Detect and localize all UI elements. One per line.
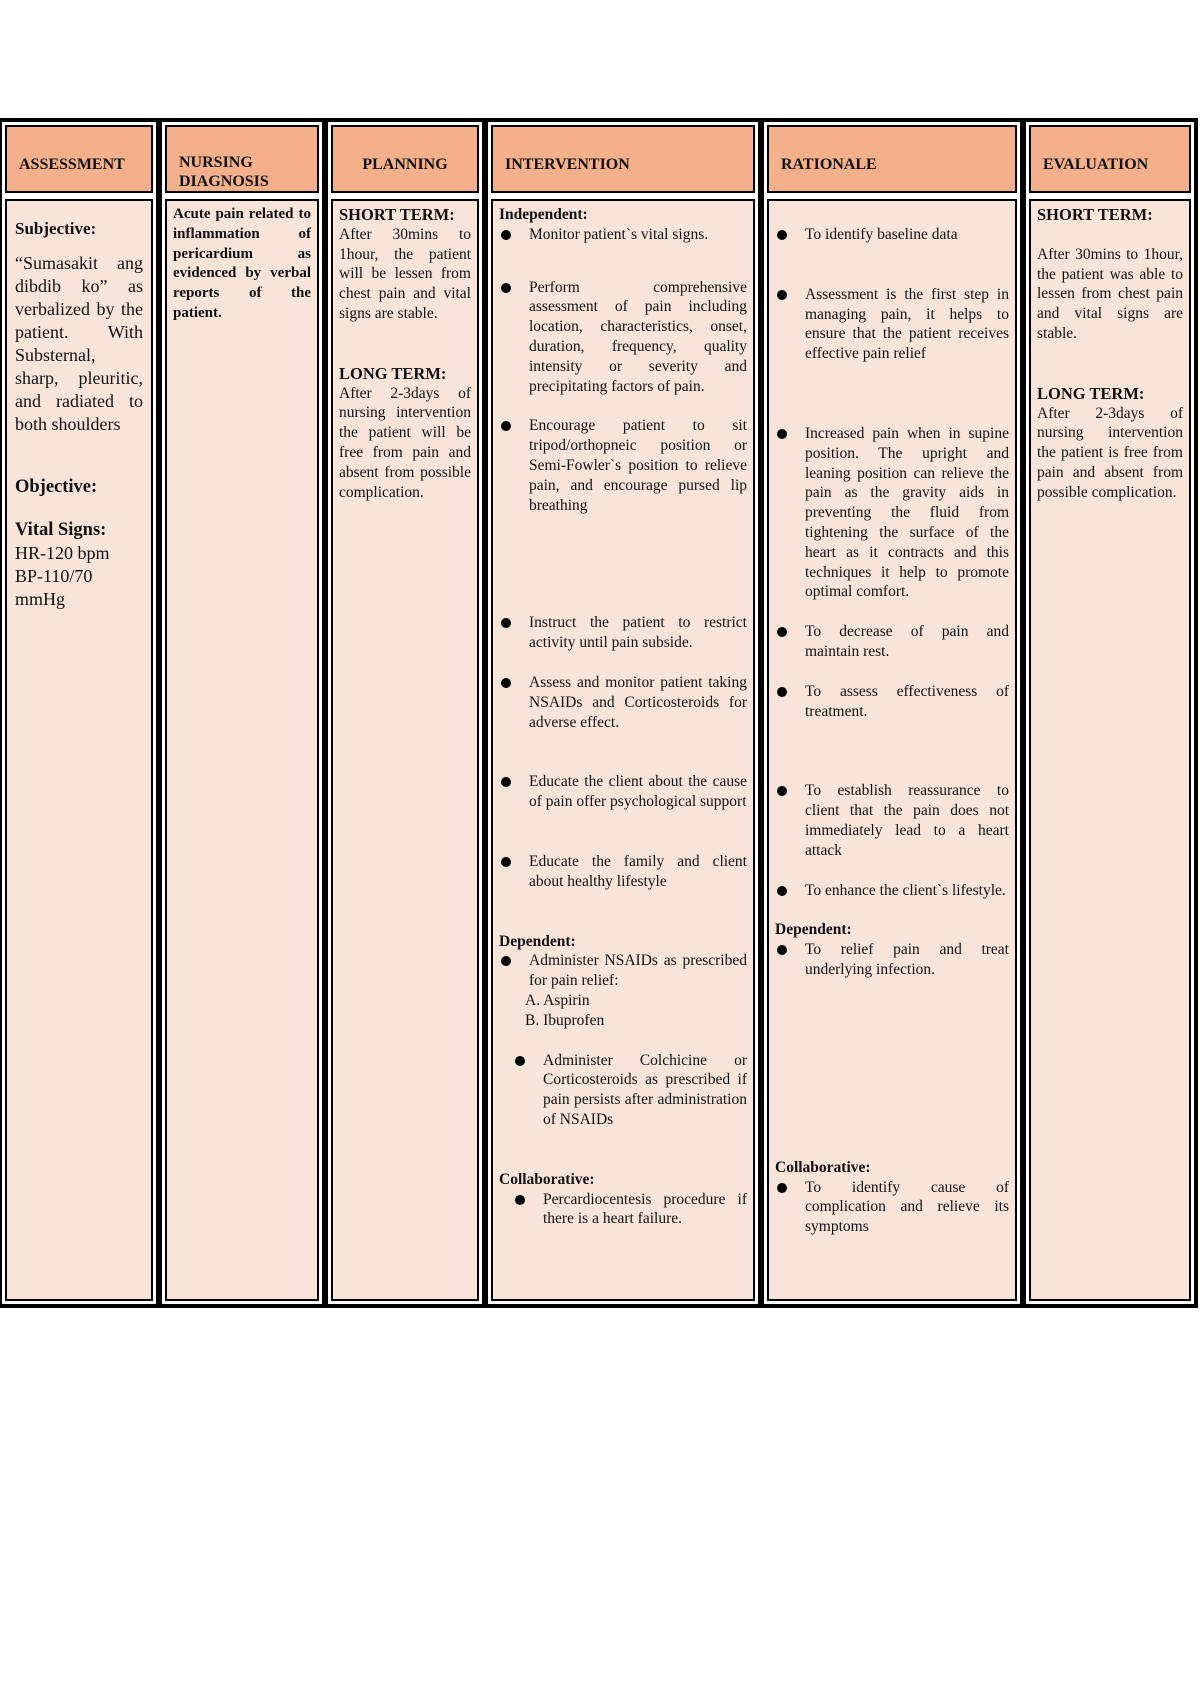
bullet-icon xyxy=(501,283,511,293)
bullet-icon xyxy=(777,687,787,697)
rationale-collab-text: To identify cause of complication and relieve its symptoms xyxy=(805,1178,1009,1236)
intervention-item xyxy=(499,852,747,892)
intervention-item xyxy=(499,613,747,653)
rationale-item xyxy=(775,424,1009,602)
intervention-item xyxy=(499,278,747,397)
bullet-icon xyxy=(777,886,787,896)
intervention-item xyxy=(499,416,747,515)
intervention-item-text: Educate the family and client about healthy lifestyle xyxy=(529,852,747,890)
intervention-collaborative-label: Collaborative: xyxy=(499,1170,595,1188)
rationale-item-text: Assessment is the first step in managing pain, it helps to ensure that the patient receives effective pain relief xyxy=(805,285,1009,363)
intervention-dep-text: Administer NSAIDs as prescribed for pain relief: xyxy=(529,952,747,990)
bullet-icon xyxy=(777,290,787,300)
diagnosis-text: Acute pain related to inflammation of pericardium as evidenced by verbal reports of the patient. xyxy=(173,206,311,321)
planning-short-text: After 30mins to 1hour, the patient will be lessen from chest pain and vital signs are stable. xyxy=(339,225,471,322)
evaluation-long-label: LONG TERM: xyxy=(1037,383,1145,403)
bullet-icon xyxy=(777,230,787,240)
blood-pressure: BP-110/70 mmHg xyxy=(15,566,93,609)
bullet-icon xyxy=(501,618,511,628)
header-evaluation xyxy=(1029,125,1191,193)
intervention-collab-text: Percardiocentesis procedure if there is a heart failure. xyxy=(543,1190,747,1228)
bullet-icon xyxy=(501,421,511,431)
rationale-item xyxy=(775,225,1009,245)
rationale-item xyxy=(775,881,1009,901)
header-rationale xyxy=(767,125,1017,193)
rationale-item-text: Increased pain when in supine position. The upright and leaning position can relieve the pain as the gravity aids in preventing the fluid from tightening the surface of the heart as it contracts and this techniques it help to promote optimal comfort. xyxy=(805,424,1009,601)
rationale-dep-item xyxy=(775,940,1009,980)
subjective-text: “Sumasakit ang dibdib ko” as verbalized by the patient. With Substernal, sharp, pleuritic, and radiated to both shoulders xyxy=(15,253,143,434)
intervention-item xyxy=(499,772,747,812)
rationale-collaborative-label: Collaborative: xyxy=(775,1158,871,1176)
diagnosis-cell xyxy=(165,199,319,1301)
header-planning xyxy=(331,125,479,193)
rationale-item-text: To decrease of pain and maintain rest. xyxy=(805,623,1009,660)
bullet-icon xyxy=(777,945,787,955)
rationale-item xyxy=(775,285,1009,364)
rationale-item xyxy=(775,781,1009,860)
header-nursing-diagnosis xyxy=(165,125,319,193)
header-intervention xyxy=(491,125,755,193)
intervention-item-text: Encourage patient to sit tripod/orthopneic position or Semi-Fowler`s position to relieve pain, and encourage pursed lip breathing xyxy=(529,417,747,514)
rationale-collab-item xyxy=(775,1178,1009,1237)
evaluation-cell xyxy=(1029,199,1191,1301)
intervention-item xyxy=(499,673,747,732)
bullet-icon xyxy=(777,786,787,796)
rationale-cell xyxy=(767,199,1017,1301)
intervention-item xyxy=(499,225,747,245)
rationale-item xyxy=(775,622,1009,662)
intervention-item-text: Perform comprehensive assessment of pain including location, characteristics, onset, duration, frequency, quality intensity or severity and precipitating factors of pain. xyxy=(529,278,747,395)
intervention-collab-item xyxy=(499,1190,747,1230)
bullet-icon xyxy=(777,1183,787,1193)
header-planning-text: PLANNING xyxy=(362,156,448,173)
planning-long-label: LONG TERM: xyxy=(339,363,447,383)
planning-short-label: SHORT TERM: xyxy=(339,205,455,224)
intervention-item-text: Assess and monitor patient taking NSAIDs and Corticosteroids for adverse effect. xyxy=(529,673,747,731)
header-rationale-text: RATIONALE xyxy=(781,156,877,173)
bullet-icon xyxy=(501,230,511,240)
rationale-item-text: To identify baseline data xyxy=(805,226,958,243)
intervention-dep-item xyxy=(499,1051,747,1130)
objective-label: Objective: xyxy=(15,477,98,497)
intervention-dependent-label: Dependent: xyxy=(499,932,576,950)
rationale-item-text: To assess effectiveness of treatment. xyxy=(805,682,1009,720)
heart-rate: HR-120 bpm xyxy=(15,543,110,563)
bullet-icon xyxy=(515,1056,525,1066)
evaluation-short-text: After 30mins to 1hour, the patient was able to lessen from chest pain and vital signs are stable. xyxy=(1037,245,1183,342)
care-plan-table xyxy=(0,118,1198,1308)
planning-long-text: After 2-3days of nursing intervention the patient will be free from pain and absent from possible complication. xyxy=(339,384,471,501)
bullet-icon xyxy=(501,777,511,787)
bullet-icon xyxy=(515,1195,525,1205)
header-evaluation-text: EVALUATION xyxy=(1043,156,1149,173)
header-assessment xyxy=(5,125,153,193)
dep-option-b: B. Ibuprofen xyxy=(525,1011,605,1029)
header-diagnosis-line2: DIAGNOSIS xyxy=(179,173,269,190)
dep-option-a: A. Aspirin xyxy=(525,991,590,1009)
header-intervention-text: INTERVENTION xyxy=(505,156,630,173)
bullet-icon xyxy=(777,429,787,439)
bullet-icon xyxy=(501,678,511,688)
intervention-item-text: Educate the client about the cause of pain offer psychological support xyxy=(529,773,747,811)
intervention-independent-label: Independent: xyxy=(499,206,588,223)
rationale-item xyxy=(775,682,1009,722)
bullet-icon xyxy=(501,956,511,966)
intervention-dep-text: Administer Colchicine or Corticosteroids as prescribed if pain persists after administration of NSAIDs xyxy=(543,1051,747,1128)
rationale-dependent-label: Dependent: xyxy=(775,921,852,939)
subjective-label: Subjective: xyxy=(15,219,97,238)
planning-cell xyxy=(331,199,479,1301)
rationale-item-text: To establish reassurance to client that the pain does not immediately lead to a heart attack xyxy=(805,782,1009,859)
rationale-item-text: To enhance the client`s lifestyle. xyxy=(805,881,1006,899)
intervention-cell xyxy=(491,199,755,1301)
evaluation-long-text: After 2-3days of nursing intervention the patient is free from pain and absent from possible complication. xyxy=(1037,404,1183,501)
assessment-cell xyxy=(5,199,153,1301)
header-diagnosis-line1: NURSING xyxy=(179,154,253,171)
bullet-icon xyxy=(777,627,787,637)
header-assessment-text: ASSESSMENT xyxy=(19,156,125,173)
bullet-icon xyxy=(501,857,511,867)
intervention-item-text: Monitor patient`s vital signs. xyxy=(529,225,709,243)
evaluation-short-label: SHORT TERM: xyxy=(1037,205,1153,224)
intervention-dep-item xyxy=(499,951,747,991)
vital-signs-label: Vital Signs: xyxy=(15,520,107,540)
intervention-item-text: Instruct the patient to restrict activity until pain subside. xyxy=(529,614,747,652)
rationale-dep-text: To relief pain and treat underlying infection. xyxy=(805,941,1009,978)
